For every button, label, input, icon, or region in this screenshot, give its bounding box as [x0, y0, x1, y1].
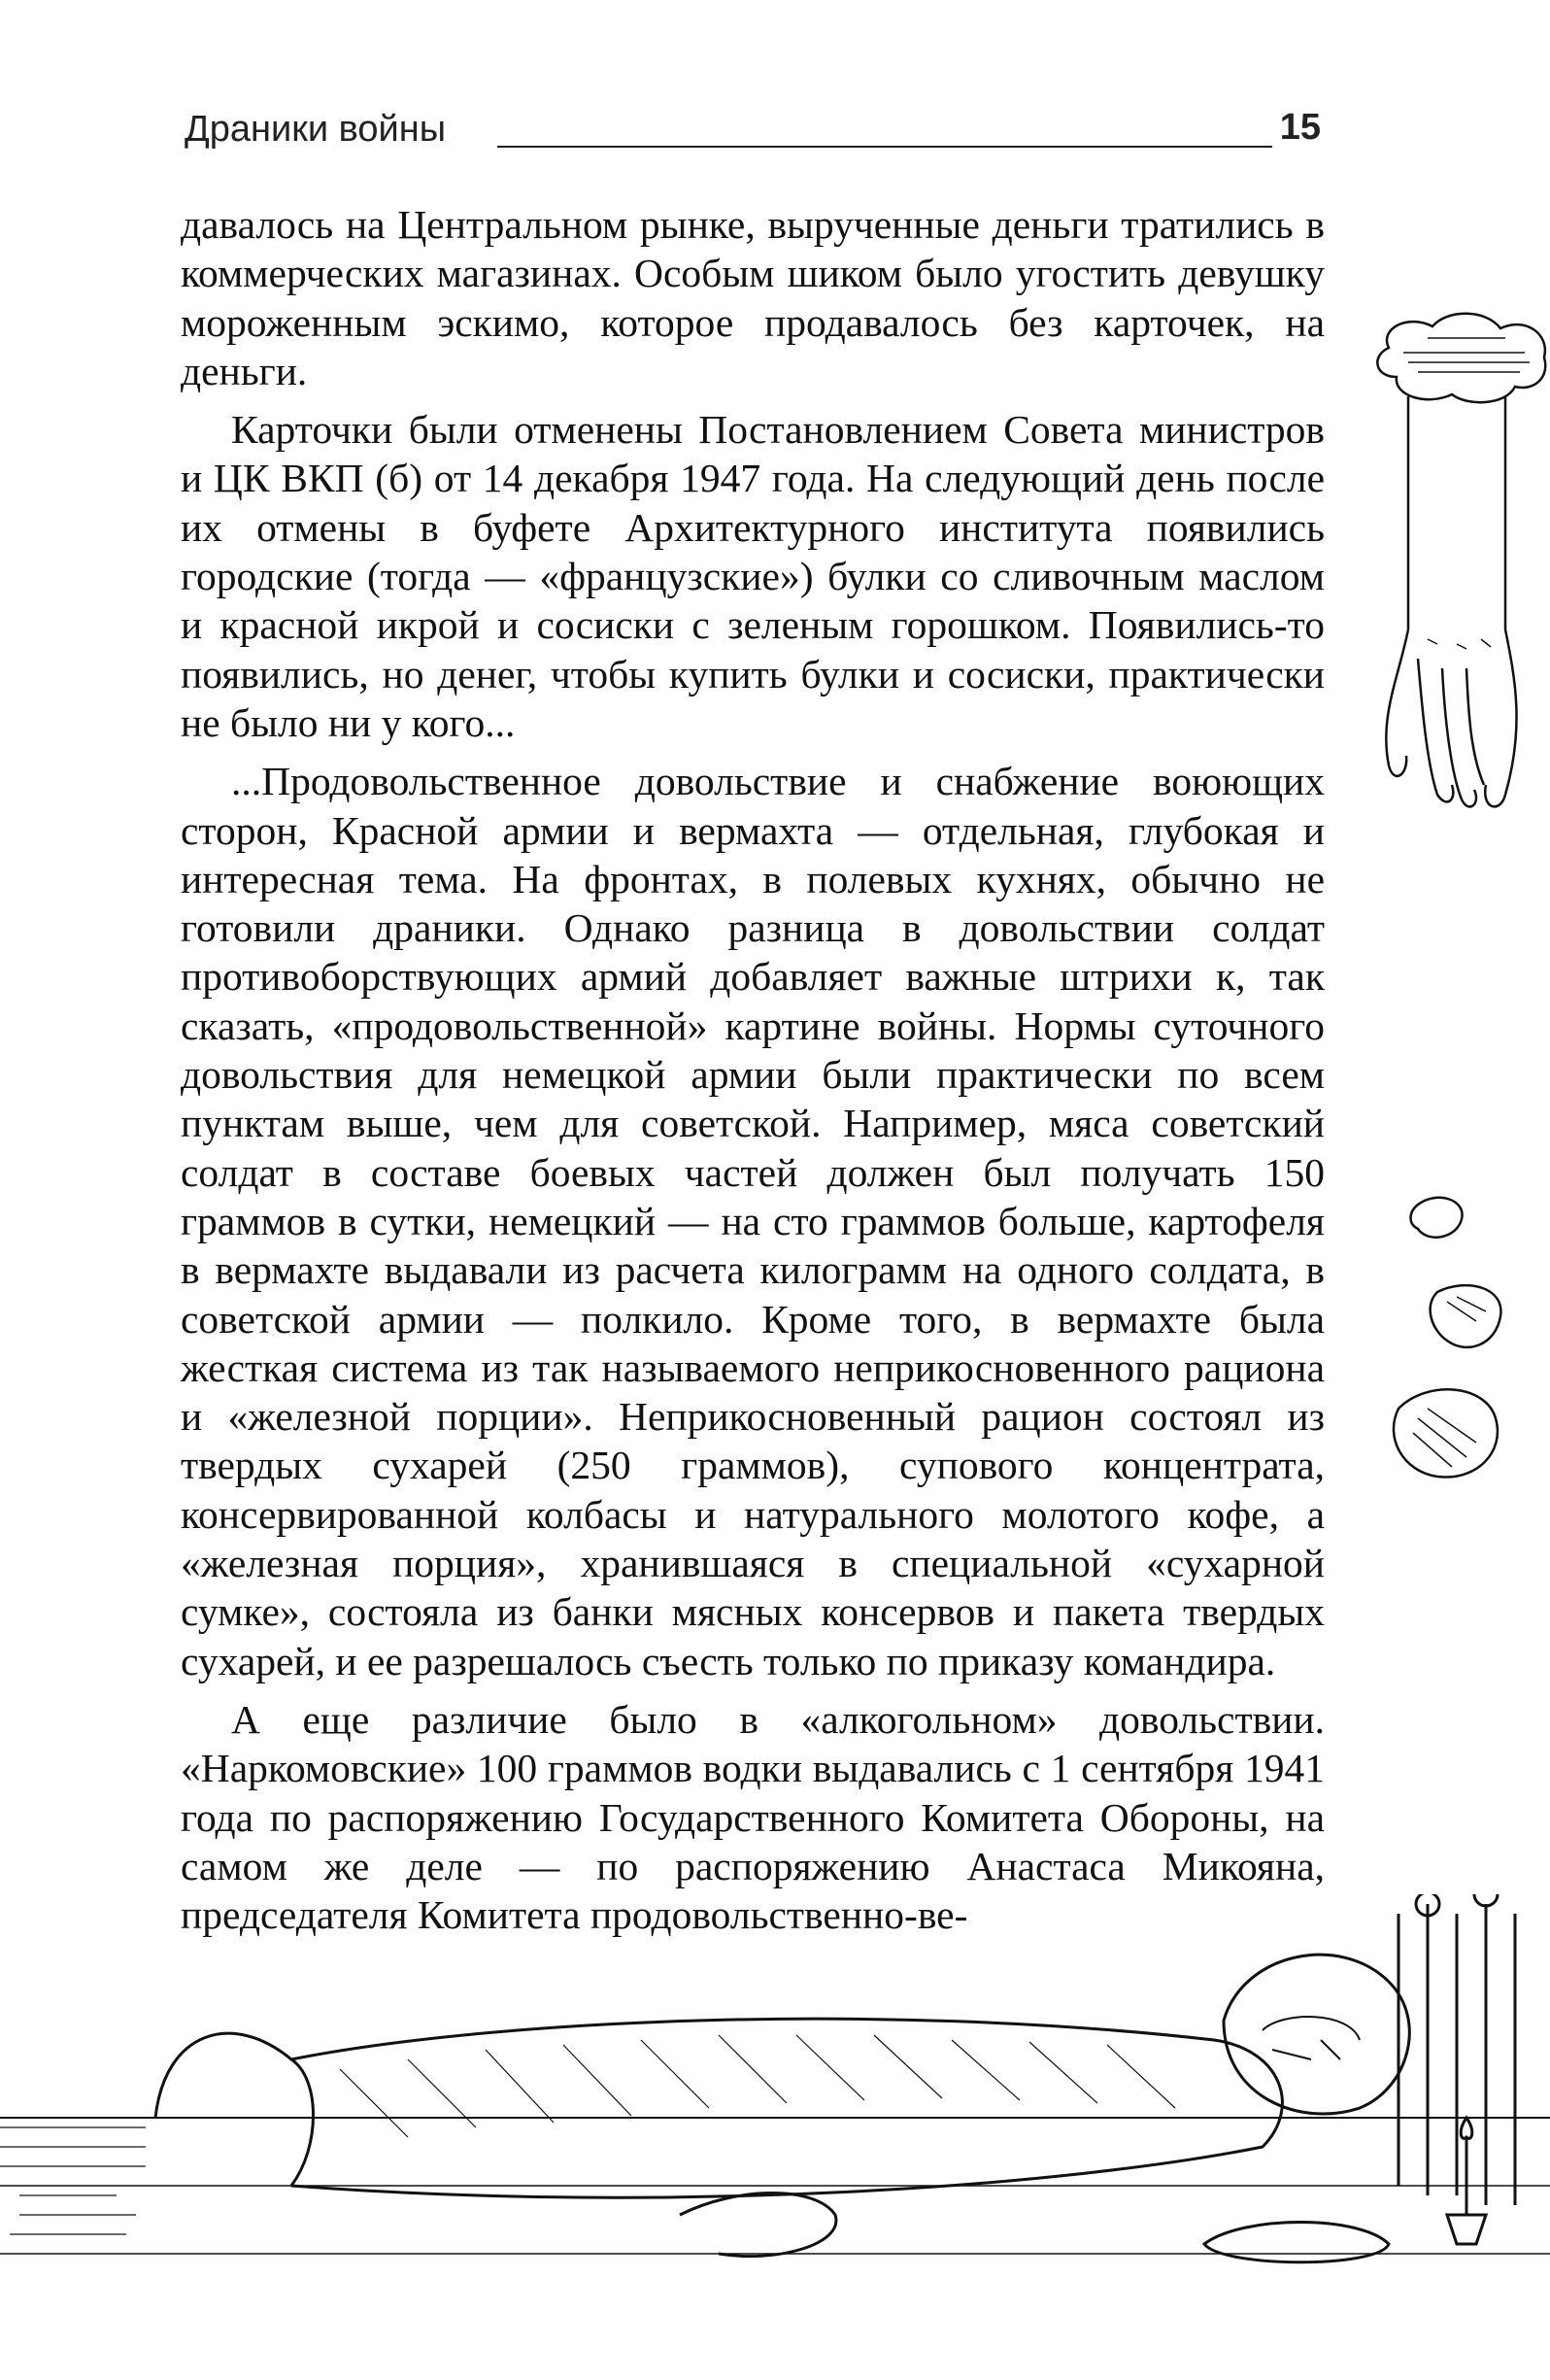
- paragraph-2: Карточки были отменены Постановлением Совета министров и ЦК ВКП (б) от 14 декабря 1947 года. На следующий день после их отмены в буфете Архитектурного института появились городские (тогда — «французские») булки со сливочным маслом и красной икрой и сосиски с зеленым горошком. Появились-то появились, но денег, чтобы купить булки и сосиски, практически не было ни у кого...: [181, 407, 1325, 745]
- paragraph-1: давалось на Центральном рынке, вырученные деньги тратились в коммерческих магазинах. Особым шиком было угостить девушку мороженным эскимо, которое продавалось без карточек, на деньги.: [181, 202, 1325, 393]
- page-number: 15: [1279, 107, 1321, 148]
- bread-crumbs-illustration: [1379, 1185, 1550, 1496]
- paragraph-4: А еще различие было в «алкогольном» довольствии. «Наркомовские» 100 граммов водки выдавались с 1 сентября 1941 года по распоряжению Государственного Комитета Обороны, на самом же деле — по распоряжению Анастаса Микояна, председателя Комитета продовольственно-ве-: [181, 1696, 1325, 1938]
- header-rule: [497, 146, 1272, 148]
- sleeping-person-illustration: [0, 1894, 1550, 2380]
- paragraph-3: ...Продовольственное довольствие и снабжение воюющих сторон, Красной армии и вермахта — отдельная, глубокая и интересная тема. На фронтах, в полевых кухнях, обычно не готовили драники. Однако разница в довольствии солдат противоборствующих армий добавляет важные штрихи к, так сказать, «продовольственной» картине войны. Нормы суточного довольствия для немецкой армии были практически по всем пунктам выше, чем для советской. Например, мяса советский солдат в составе боевых частей должен был получать 150 граммов в сутки, немецкий — на сто граммов больше, картофеля в вермахте выдавали из расчета килограмм на одного солдата, в советской армии — полкило. Кроме того, в вермахте была жесткая система из так называемого неприкосновенного рациона и «железной порции». Неприкосновенный рацион состоял из твердых сухарей (250 граммов), супового концентрата, консервированной колбасы и натурального молотого кофе, а «железная порция», хранившаяся в специальной «сухарной сумке», состояла из банки мясных консервов и пакета твердых сухарей, и ее разрешалось съесть только по приказу командира.: [181, 759, 1325, 1683]
- hand-from-cloud-illustration: [1360, 309, 1550, 824]
- running-title: Драники войны: [185, 109, 447, 150]
- body-text: [181, 200, 1325, 1939]
- running-header: [185, 105, 1321, 163]
